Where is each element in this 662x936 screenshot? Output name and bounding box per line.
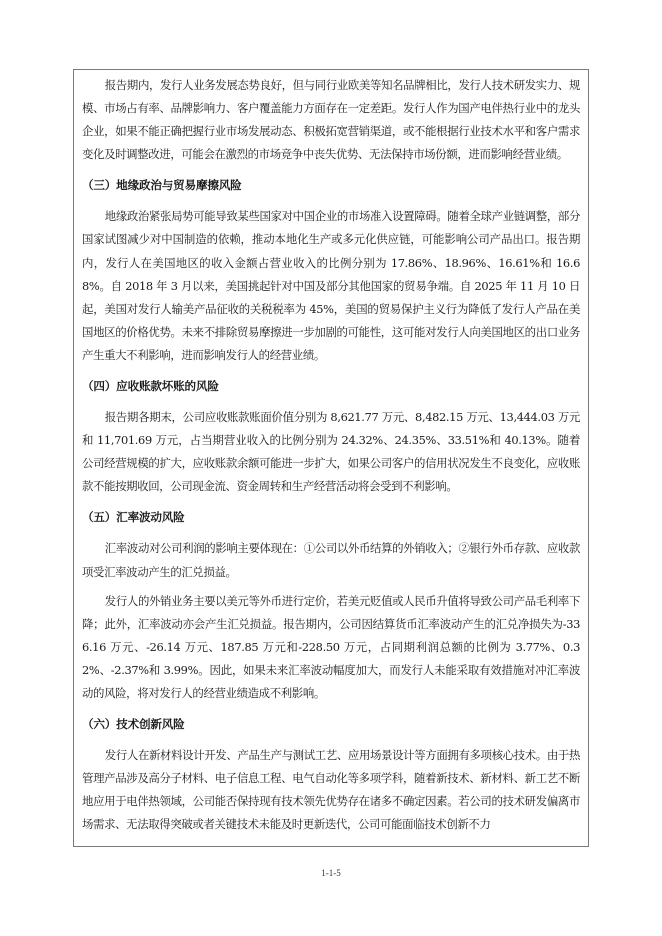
paragraph-receivables-risk: 报告期各期末，公司应收账款账面价值分别为 8,621.77 万元、8,482.15 万元、13,444.03 万元和 11,701.69 万元，占当期营业收入的比例分别为 24.32%、24.35%、33.51%和 40.13%。随着公司经营规模的扩大，应收账款余额可能进一步扩大，如果公司客户的信用状况发生不良变化，应收账款不能按期收回，公司现金流、资金周转和生产经营活动将会受到不利影响。 <box>82 410 580 494</box>
paragraph-exchange-rate-detail: 发行人的外销业务主要以美元等外币进行定价，若美元贬值或人民币升值将导致公司产品毛利率下降；此外，汇率波动亦会产生汇兑损益。报告期内，公司因结算货币汇率波动产生的汇兑净损失为-336.16 万元、-26.14 万元、187.85 万元和-228.50 万元，占同期利润总额的比例为 3.77%、0.32%、-2.37%和 3.99%。因此，如果未来汇率波动幅度加大，而发行人未能采取有效措施对冲汇率波动的风险，将对发行人的经营业绩造成不利影响。 <box>82 593 580 700</box>
heading-exchange-rate-risk: （五）汇率波动风险 <box>82 510 185 525</box>
paragraph-innovation-risk: 发行人在新材料设计开发、产品生产与测试工艺、应用场景设计等方面拥有多项核心技术。由于热管理产品涉及高分子材料、电子信息工程、电气自动化等多项学科，随着新技术、新材料、新工艺不断地应用于电伴热领域，公司能否保持现有技术领先优势存在诸多不确定因素。若公司的技术研发偏离市场需求、无法取得突破或者关键技术未能及时更新迭代，公司可能面临技术创新不力 <box>82 748 580 832</box>
paragraph-exchange-rate-intro: 汇率波动对公司利润的影响主要体现在：①公司以外币结算的外销收入；②银行外币存款、应收款项受汇率波动产生的汇兑损益。 <box>82 541 580 579</box>
heading-geopolitical-risk: （三）地缘政治与贸易摩擦风险 <box>82 178 242 193</box>
heading-receivables-risk: （四）应收账款坏账的风险 <box>82 379 219 394</box>
paragraph-competition-risk: 报告期内，发行人业务发展态势良好，但与同行业欧美等知名品牌相比，发行人技术研发实力、规模、市场占有率、品牌影响力、客户覆盖能力方面存在一定差距。发行人作为国产电伴热行业中的龙头企业，如果不能正确把握行业市场发展动态、积极拓宽营销渠道，或不能根据行业技术水平和客户需求变化及时调整改进，可能会在激烈的市场竞争中丧失优势、无法保持市场份额，进而影响经营业绩。 <box>82 78 580 162</box>
content-frame <box>73 69 589 847</box>
page-number: 1-1-5 <box>321 868 341 878</box>
paragraph-geopolitical-risk: 地缘政治紧张局势可能导致某些国家对中国企业的市场准入设置障碍。随着全球产业链调整，部分国家试图减少对中国制造的依赖，推动本地化生产或多元化供应链，可能影响公司产品出口。报告期内，发行人在美国地区的收入金额占营业收入的比例分别为 17.86%、18.96%、16.61%和 16.68%。自 2018 年 3 月以来，美国挑起针对中国及部分其他国家的贸易争端。自 2025 年 11 月 10 日起，美国对发行人输美产品征收的关税税率为 45%，美国的贸易保护主义行为降低了发行人产品在美国地区的价格优势。未来不排除贸易摩擦进一步加剧的可能性，这可能对发行人向美国地区的出口业务产生重大不利影响，进而影响发行人的经营业绩。 <box>82 209 580 362</box>
heading-innovation-risk: （六）技术创新风险 <box>82 717 185 732</box>
